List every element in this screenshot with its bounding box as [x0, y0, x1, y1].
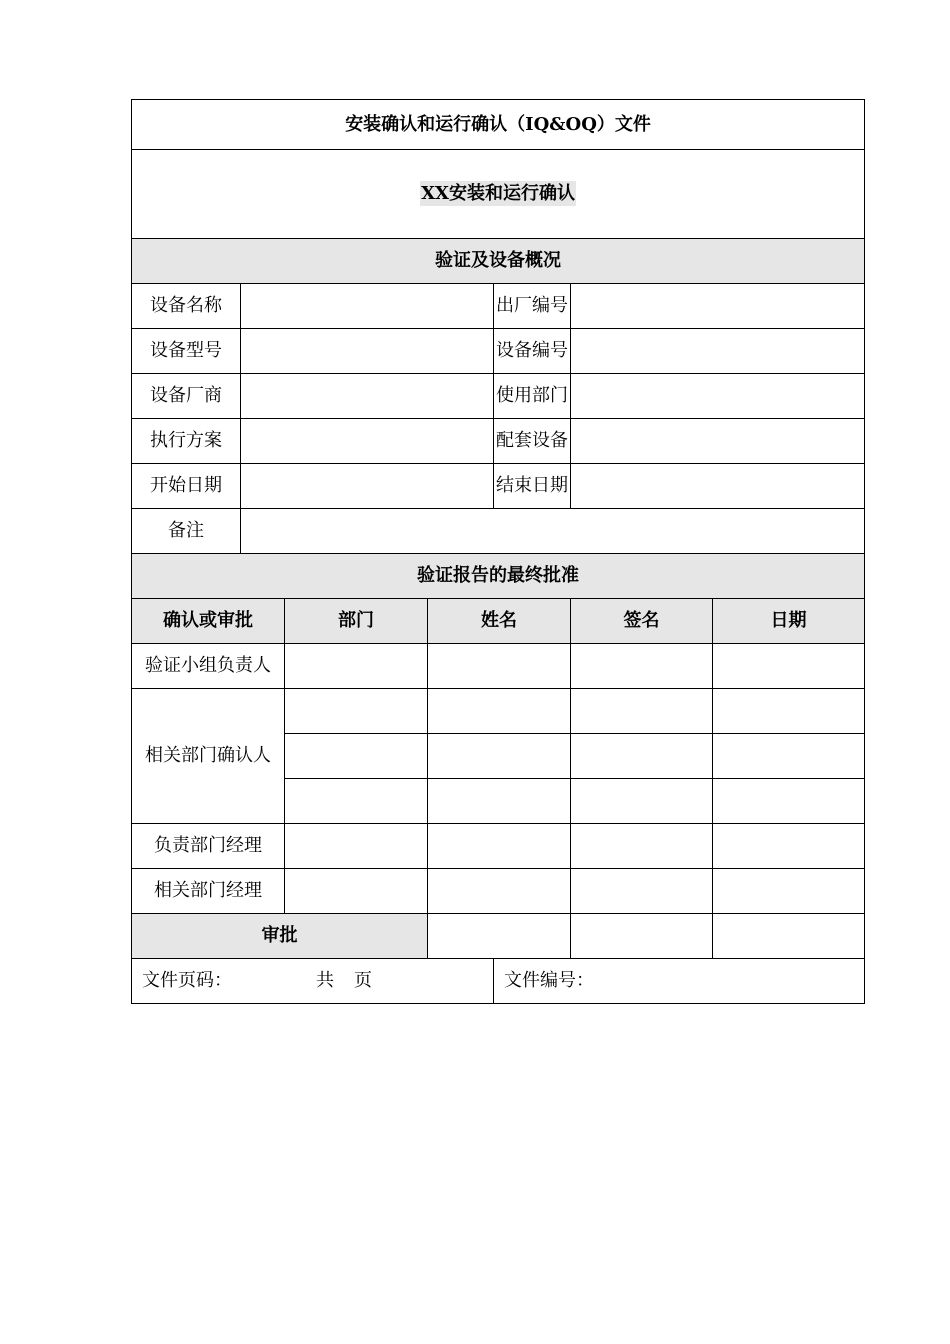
subtitle-text: XX安装和运行确认	[421, 183, 576, 205]
header-signature: 签名	[571, 599, 713, 644]
name-cell[interactable]	[428, 869, 571, 914]
signature-cell[interactable]	[571, 689, 713, 734]
department-cell[interactable]	[285, 779, 428, 824]
label-end-date: 结束日期	[494, 464, 571, 509]
header-department: 部门	[285, 599, 428, 644]
overview-row	[132, 284, 865, 329]
approval-row	[132, 824, 865, 869]
approval-header-row	[132, 599, 865, 644]
manufacturer-field[interactable]	[241, 374, 494, 419]
approval-row	[132, 914, 865, 959]
page-label: 文件页码：	[142, 970, 232, 992]
name-cell[interactable]	[428, 734, 571, 779]
role-team-leader: 验证小组负责人	[132, 644, 285, 689]
signature-cell[interactable]	[571, 734, 713, 779]
overview-row	[132, 419, 865, 464]
equipment-number-field[interactable]	[571, 329, 865, 374]
footer-doc-number	[494, 959, 865, 1004]
total-label: 共	[316, 970, 334, 992]
equipment-model-field[interactable]	[241, 329, 494, 374]
name-cell[interactable]	[428, 824, 571, 869]
name-cell[interactable]	[428, 689, 571, 734]
role-responsible-manager: 负责部门经理	[132, 824, 285, 869]
date-cell[interactable]	[713, 734, 865, 779]
page-unit: 页	[354, 970, 372, 992]
header-role: 确认或审批	[132, 599, 285, 644]
footer-row	[132, 959, 865, 1004]
label-execution-plan: 执行方案	[132, 419, 241, 464]
document-subtitle	[132, 150, 865, 239]
approval-row	[132, 689, 865, 734]
signature-cell[interactable]	[571, 914, 713, 959]
label-equipment-number: 设备编号	[494, 329, 571, 374]
date-cell[interactable]	[713, 869, 865, 914]
role-approve: 审批	[132, 914, 428, 959]
department-cell[interactable]	[285, 869, 428, 914]
start-date-field[interactable]	[241, 464, 494, 509]
document-title: 安装确认和运行确认（IQ&OQ）文件	[132, 100, 865, 150]
role-related-confirm: 相关部门确认人	[132, 689, 285, 824]
signature-cell[interactable]	[571, 869, 713, 914]
label-using-department: 使用部门	[494, 374, 571, 419]
signature-cell[interactable]	[571, 779, 713, 824]
serial-number-field[interactable]	[571, 284, 865, 329]
doc-number-label: 文件编号：	[504, 970, 594, 992]
date-cell[interactable]	[713, 914, 865, 959]
date-cell[interactable]	[713, 779, 865, 824]
role-related-manager: 相关部门经理	[132, 869, 285, 914]
overview-row	[132, 464, 865, 509]
auxiliary-equipment-field[interactable]	[571, 419, 865, 464]
department-cell[interactable]	[285, 644, 428, 689]
equipment-name-field[interactable]	[241, 284, 494, 329]
approval-row	[132, 644, 865, 689]
section-overview-heading: 验证及设备概况	[132, 239, 865, 284]
signature-cell[interactable]	[571, 824, 713, 869]
signature-cell[interactable]	[571, 644, 713, 689]
section-approval-heading: 验证报告的最终批准	[132, 554, 865, 599]
execution-plan-field[interactable]	[241, 419, 494, 464]
name-cell[interactable]	[428, 779, 571, 824]
footer-page-info	[132, 959, 494, 1004]
date-cell[interactable]	[713, 644, 865, 689]
label-serial-number: 出厂编号	[494, 284, 571, 329]
date-cell[interactable]	[713, 689, 865, 734]
remarks-row	[132, 509, 865, 554]
header-date: 日期	[713, 599, 865, 644]
name-cell[interactable]	[428, 914, 571, 959]
department-cell[interactable]	[285, 689, 428, 734]
label-auxiliary-equipment: 配套设备	[494, 419, 571, 464]
validation-form-table	[131, 99, 865, 1004]
label-equipment-name: 设备名称	[132, 284, 241, 329]
label-manufacturer: 设备厂商	[132, 374, 241, 419]
name-cell[interactable]	[428, 644, 571, 689]
end-date-field[interactable]	[571, 464, 865, 509]
label-remarks: 备注	[132, 509, 241, 554]
header-name: 姓名	[428, 599, 571, 644]
remarks-field[interactable]	[241, 509, 865, 554]
date-cell[interactable]	[713, 824, 865, 869]
department-cell[interactable]	[285, 824, 428, 869]
label-equipment-model: 设备型号	[132, 329, 241, 374]
overview-row	[132, 374, 865, 419]
using-department-field[interactable]	[571, 374, 865, 419]
label-start-date: 开始日期	[132, 464, 241, 509]
overview-row	[132, 329, 865, 374]
approval-row	[132, 869, 865, 914]
department-cell[interactable]	[285, 734, 428, 779]
